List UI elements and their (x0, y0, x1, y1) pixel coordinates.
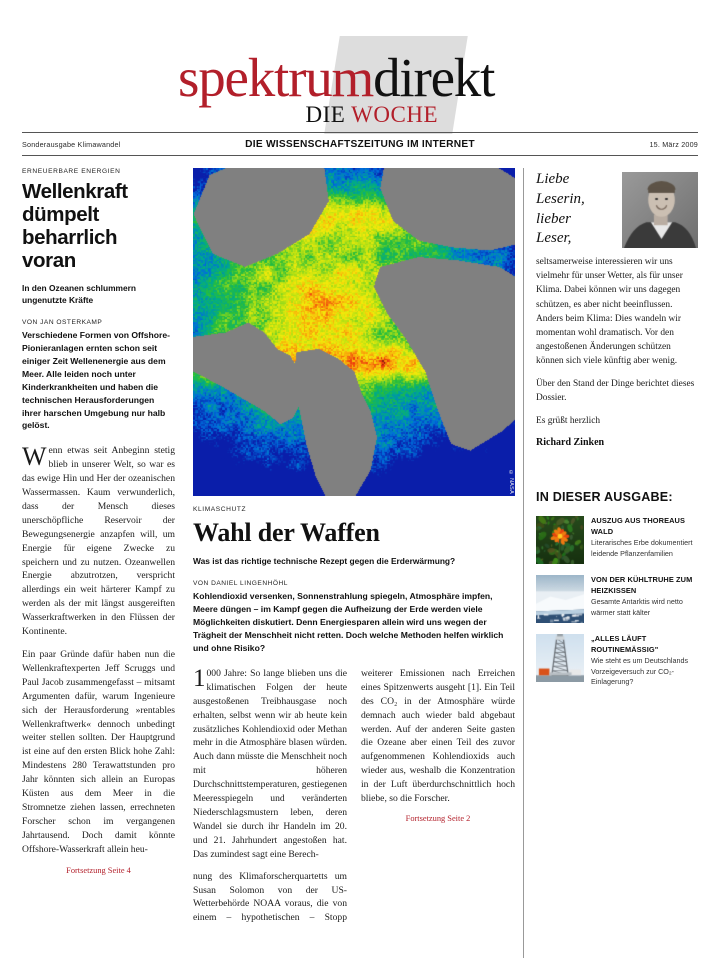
issue-item-text (591, 634, 698, 687)
edition-label: Sonderausgabe Klimawandel (22, 139, 121, 149)
editorial-paragraph-2: Über den Stand der Dinge berichtet dieses Dossier. (536, 379, 695, 404)
issue-item-description: Literarisches Erbe dokumentiert leidende Pflanzenfamilien (591, 538, 693, 558)
left-article-jump-link[interactable]: Fortsetzung Seite 4 (66, 865, 131, 875)
issue-item-description: Gesamte Antarktis wird netto wärmer statt kälter (591, 597, 683, 617)
editorial-salutation: Liebe Leserin, lieber Leser, (536, 171, 585, 247)
logo-woche-text: WOCHE (351, 102, 438, 127)
header-bar (22, 132, 698, 156)
left-column (22, 168, 185, 958)
main-article-jump-link[interactable]: Fortsetzung Seite 2 (405, 814, 471, 823)
issue-date: 15. März 2009 (649, 139, 698, 149)
issue-box-title: IN DIESER AUSGABE: (536, 490, 673, 505)
issue-item-text (591, 575, 698, 623)
issue-thumb-flower-icon (536, 516, 584, 564)
main-article-headline[interactable]: Wahl der Waffen (193, 518, 380, 547)
editorial-paragraph-1: seltsamerweise interessieren wir uns vielmehr für unser Wetter, als für unser Klima. Dabei können wir uns dagegen schützen, es aber nicht beeinflussen. Anders beim Klima: Dies wandeln wir momentan wohl dramatisch. Vor den angestoßenen Änderungen schützen können sich viele künftig aber wenig. (536, 257, 683, 366)
issue-item[interactable] (536, 634, 698, 687)
editor-portrait-avatar (622, 172, 698, 248)
main-article-paragraph-1: 1000 Jahre: So lange blieben uns die klimatischen Folgen der heute ausgestoßenen Treibhausgase noch erhalten, selbst wenn wir ab heute kein zusätzliches Kohlendioxid oder Methan mehr in die Atmosphäre blasen würden. Auch dann müsste die Menschheit noch mit höheren Durchschnittstemperaturen, gestiegenen Meeresspiegeln und veränderten Niederschlagsmustern leben, deren Wandel sie durch ihr Handeln im 20. und 21. Jahrhundert angestoßen hat. Das zumindest sagt eine Berech- (193, 664, 347, 860)
issue-item-headline[interactable]: VON DER KÜHLTRUHE ZUM HEIZKISSEN (591, 575, 693, 595)
logo-die-text: DIE (305, 102, 352, 127)
left-article-kicker: ERNEUERBARE ENERGIEN (22, 168, 121, 175)
main-article-kicker: KLIMASCHUTZ (193, 506, 247, 513)
page-body (22, 168, 698, 958)
issue-item-text (591, 516, 698, 564)
issue-item-headline[interactable]: AUSZUG AUS THOREAUS WALD (591, 516, 686, 536)
main-article-paragraph-2: nung des Klimaforscherquartetts um Susan Solomon von der US-Wetterbehörde NOAA voraus, die von einem – hypothetischen – Stopp weiterer Emissionen nach Erreichen eines Spitzenwerts ausgeht [1]. Ein Teil des CO₂ in der Atmosphäre würde demnach auch wieder bald abgebaut werden. Auf der anderen Seite gasten die Ozeane aber einen Teil des zuvor aufgenommenen Kohlendioxids auch wieder aus, weshalb die Konzentration in der Luft überdurchschnittlich hoch bliebe, so die Forscher. (193, 667, 515, 924)
left-article-lead: Verschiedene Formen von Offshore-Pionieranlagen ernten schon seit einiger Zeit Wellenenergie aus dem Meer. Alle leiden noch unter Kinderkrankheiten und haben die technischen Herausforderungen ihrer harschen Umgebung nur halb gelöst. (22, 330, 171, 431)
tagline: DIE WISSENSCHAFTSZEITUNG IM INTERNET (245, 138, 475, 150)
hero-image-ocean-wave-energy-map (193, 168, 515, 496)
left-article-byline: VON JAN OSTERKAMP (22, 319, 103, 327)
issue-thumb-drillrig-icon (536, 634, 584, 682)
logo-direkt-text: direkt (373, 47, 495, 108)
logo-subtitle (148, 102, 568, 128)
main-article-subhead: Was ist das richtige technische Rezept gegen die Erderwärmung? (193, 556, 456, 567)
left-article-headline[interactable]: Wellenkraft dümpelt beharrlich voran (22, 180, 128, 272)
right-sidebar (523, 168, 698, 958)
main-article-lead: Kohlendioxid versenken, Sonnenstrahlung spiegeln, Atmosphäre impfen, Meere düngen – im Kampf gegen die Aufheizung der Erde werden viele Möglichkeiten diskutiert. Denn Energiesparen allein wird uns wegen der Trägheit der Menschheit nicht retten. Doch welche Methoden helfen wirklich und ohne Risiko? (193, 591, 504, 654)
issue-thumb-antarctic-icon (536, 575, 584, 623)
masthead (0, 0, 720, 132)
issue-item[interactable] (536, 575, 698, 623)
logo-spektrum-text: spektrum (178, 47, 374, 108)
main-article-body (193, 664, 515, 935)
logo-wordmark (148, 34, 568, 108)
issue-item-headline[interactable]: „ALLES LÄUFT ROUTINEMÄSSIG" (591, 634, 659, 654)
hero-image-credit: © NASA (508, 470, 514, 494)
issue-item[interactable] (536, 516, 698, 564)
main-column (185, 168, 523, 958)
editorial-signoff: Es grüßt herzlich (536, 416, 601, 427)
main-article-byline: VON DANIEL LINGENHÖHL (193, 580, 288, 588)
left-article-paragraph-2: Ein paar Gründe dafür haben nun die Wellenkraftexperten Jeff Scruggs und Paul Jacob zusammengefasst – mitsamt Argumenten dafür, warum Ingenieure sich der Herausforderung »rentables Wellenkraftwerk« dennoch unbedingt weiter stellen sollten. Der Hauptgrund ist eine auf den ersten Blick hohe Zahl: Mindestens 280 Terawattstunden pro Jahr könnten sich allein an Europas Küsten aus dem Meer in die Stromnetze ziehen lassen, errechneten Forscher schon im vergangenen Jahrtausend. Doch damit könnte Offshore-Wasserkraft allein heu- (22, 649, 175, 855)
issue-item-description: Wie steht es um Deutschlands Vorzeigeversuch zur CO₂-Einlagerung? (591, 656, 689, 686)
left-article-paragraph-1: Wenn etwas seit Anbeginn stetig blieb in unserer Welt, so war es das ewige Hin und Her der ozeanischen Wassermassen. Kaum verwunderlich, dass der Mensch dieses unerschöpfliche Reservoir der Bewegungsenergie anzapfen will, um Energie für eigene Zwecke zu speichern und zu nutzen. Ozeanwellen Energie abzutrotzen, verspricht allerdings ein weit härterer Kampf zu werden als der mit längst ausgereiften Wasserkraftwerken in den Flüssen der Kontinente. (22, 442, 175, 638)
left-article-subhead: In den Ozeanen schlummern ungenutzte Kräfte (22, 282, 137, 305)
publication-logo[interactable] (148, 34, 568, 132)
editorial-signature: Richard Zinken (536, 437, 605, 449)
